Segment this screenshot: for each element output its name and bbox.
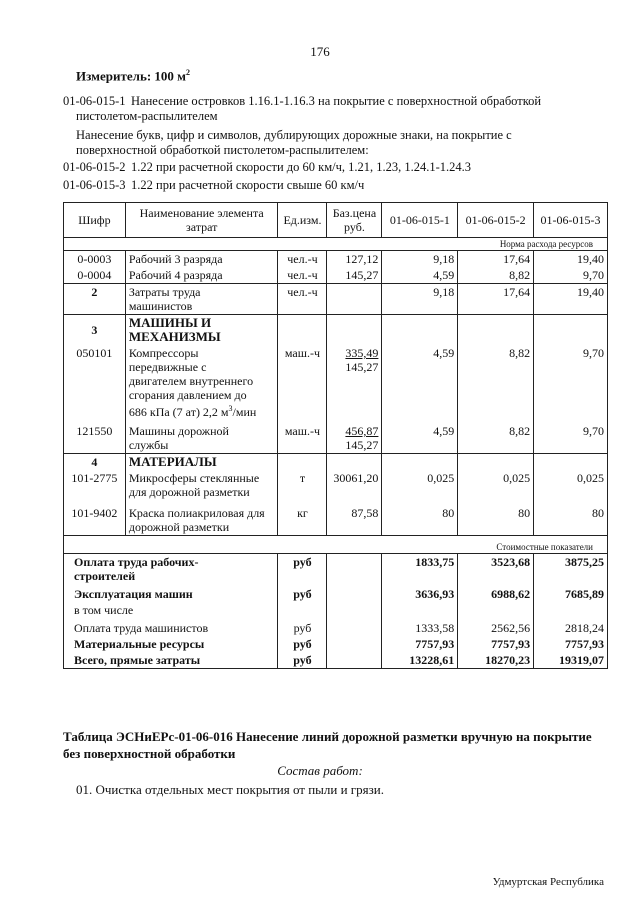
table-row: 0-0003 Рабочий 3 разряда чел.-ч 127,12 9,18 17,64 19,40 (64, 251, 608, 268)
cost-row: Оплата труда рабочих- строителей руб 1833,75 3523,68 3875,25 (64, 554, 608, 585)
measure-unit: Измеритель: 100 $м^2$ (76, 68, 191, 84)
col-015-2: 01-06-015-2 (458, 203, 534, 238)
col-unit: Ед.изм. (278, 203, 327, 238)
item-code: 01-06-015-2 (63, 160, 126, 174)
composition-heading: Состав работ: (277, 763, 363, 778)
table-header (64, 203, 608, 238)
item-015-1-cont: пистолетом-распылителем (76, 109, 218, 123)
col-name: Наименование элемента затрат (125, 203, 278, 238)
item-015-3: 01-06-015-3 1.22 при расчетной скорости свыше 60 км/ч (63, 178, 365, 192)
section-resources: Норма расхода ресурсов (64, 238, 608, 251)
item-para-2: поверхностной обработкой пистолетом-распылителем: (76, 143, 369, 157)
item-015-2: 01-06-015-2 1.22 при расчетной скорости до 60 км/ч, 1.21, 1.23, 1.24.1-1.24.3 (63, 160, 472, 174)
table-row: 2 Затраты труда машинистов чел.-ч 9,18 17,64 19,40 (64, 284, 608, 315)
table-row: 101-9402 Краска полиакриловая для дорожной разметки кг 87,58 80 80 80 (64, 500, 608, 536)
table-row: 0-0004 Рабочий 4 разряда чел.-ч 145,27 4,59 8,82 9,70 (64, 267, 608, 284)
resource-table (63, 202, 608, 669)
cost-row: Эксплуатация машин руб 3636,93 6988,62 7685,89 (64, 584, 608, 602)
table-row: 121550 Машины дорожной службы маш.-ч 456,87 145,27 4,59 8,82 9,70 (64, 420, 608, 454)
cost-row: в том числе (64, 602, 608, 618)
section-costs: Стоимостные показатели (64, 536, 608, 554)
cost-row: Материальные ресурсы руб 7757,93 7757,93 7757,93 (64, 636, 608, 652)
col-price: Баз.цена руб. (327, 203, 382, 238)
table-row: 4 МАТЕРИАЛЫ (64, 454, 608, 471)
col-015-3: 01-06-015-3 (534, 203, 608, 238)
col-015-1: 01-06-015-1 (382, 203, 458, 238)
table-row: 3 МАШИНЫ И МЕХАНИЗМЫ (64, 315, 608, 346)
col-code: Шифр (64, 203, 126, 238)
cost-row: Всего, прямые затраты руб 13228,61 18270,23 19319,07 (64, 652, 608, 669)
item-015-1: 01-06-015-1 Нанесение островков 1.16.1-1.16.3 на покрытие с поверхностной обработкой (63, 94, 542, 108)
item-para-1: Нанесение букв, цифр и символов, дублирующих дорожные знаки, на покрытие с (76, 128, 512, 142)
page-number: 176 (310, 44, 330, 59)
footer-region: Удмуртская Республика (492, 876, 604, 888)
table-row: 050101 Компрессоры передвижные с двигателем внутреннего сгорания давлением до 686 кПа (7 ат) 2,2 $м^3$/мин маш.-ч 335,49 145,27 4,59 8,82 9,70 (64, 345, 608, 420)
item-code: 01-06-015-1 (63, 94, 126, 108)
item-code: 01-06-015-3 (63, 178, 126, 192)
next-table-title: Таблица ЭСНиЕРс-01-06-016 Нанесение линий дорожной разметки вручную на покрытие без поверхностной обработки (63, 729, 592, 761)
table-row: 101-2775 Микросферы стеклянные для дорожной разметки т 30061,20 0,025 0,025 0,025 (64, 470, 608, 500)
cost-row: Оплата труда машинистов руб 1333,58 2562,56 2818,24 (64, 618, 608, 636)
work-item: 01. Очистка отдельных мест покрытия от пыли и грязи. (76, 782, 384, 797)
